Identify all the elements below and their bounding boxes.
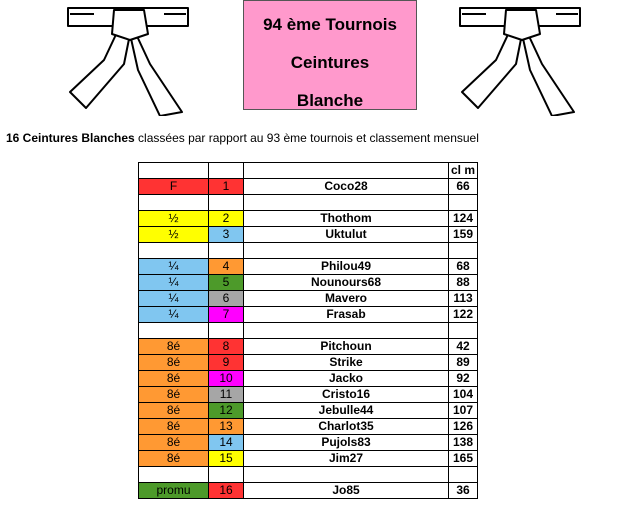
rank-cell: 14 (209, 435, 244, 451)
spacer-cell (209, 467, 244, 483)
rank-cell: 6 (209, 291, 244, 307)
spacer-cell (139, 195, 209, 211)
level-cell: 8é (139, 371, 209, 387)
player-name-cell: Jim27 (244, 451, 449, 467)
rank-cell: 5 (209, 275, 244, 291)
level-cell: 8é (139, 339, 209, 355)
subtitle (6, 131, 479, 145)
spacer-cell (244, 323, 449, 339)
rank-cell: 13 (209, 419, 244, 435)
table-row (139, 403, 478, 419)
player-name-cell: Jacko (244, 371, 449, 387)
rank-cell: 11 (209, 387, 244, 403)
subtitle-bold: 16 Ceintures Blanches (6, 131, 135, 145)
rank-cell: 8 (209, 339, 244, 355)
player-name-cell: Cristo16 (244, 387, 449, 403)
level-cell: ¼ (139, 275, 209, 291)
rank-cell: 4 (209, 259, 244, 275)
rank-cell: 12 (209, 403, 244, 419)
points-cell: 122 (449, 307, 478, 323)
header-row (139, 163, 478, 179)
spacer-cell (449, 323, 478, 339)
points-cell: 89 (449, 355, 478, 371)
spacer-row (139, 243, 478, 259)
spacer-cell (449, 195, 478, 211)
header-empty (244, 163, 449, 179)
title-line-3: Blanche (296, 91, 364, 110)
points-cell: 124 (449, 211, 478, 227)
spacer-cell (244, 467, 449, 483)
table-row (139, 211, 478, 227)
level-cell: ¼ (139, 291, 209, 307)
table-row (139, 371, 478, 387)
spacer-cell (209, 195, 244, 211)
points-cell: 159 (449, 227, 478, 243)
spacer-cell (244, 195, 449, 211)
spacer-row (139, 323, 478, 339)
player-name-cell: Philou49 (244, 259, 449, 275)
level-cell: F (139, 179, 209, 195)
rank-cell: 10 (209, 371, 244, 387)
player-name-cell: Strike (244, 355, 449, 371)
spacer-cell (449, 467, 478, 483)
table-row (139, 339, 478, 355)
level-cell: 8é (139, 355, 209, 371)
level-cell: 8é (139, 387, 209, 403)
points-column-header: cl m (449, 163, 478, 179)
spacer-row (139, 195, 478, 211)
points-cell: 42 (449, 339, 478, 355)
rank-cell: 7 (209, 307, 244, 323)
subtitle-rest: classées par rapport au 93 ème tournois et classement mensuel (134, 131, 479, 145)
rank-cell: 16 (209, 483, 244, 499)
table-row (139, 259, 478, 275)
player-name-cell: Nounours68 (244, 275, 449, 291)
points-cell: 66 (449, 179, 478, 195)
rank-cell: 9 (209, 355, 244, 371)
table-row (139, 275, 478, 291)
spacer-cell (139, 467, 209, 483)
level-cell: ¼ (139, 259, 209, 275)
spacer-cell (139, 323, 209, 339)
player-name-cell: Pitchoun (244, 339, 449, 355)
white-belt-icon (64, 4, 192, 116)
player-name-cell: Charlot35 (244, 419, 449, 435)
player-name-cell: Jo85 (244, 483, 449, 499)
points-cell: 138 (449, 435, 478, 451)
tournament-title-box (243, 0, 417, 110)
player-name-cell: Uktulut (244, 227, 449, 243)
table-row (139, 419, 478, 435)
level-cell: ½ (139, 227, 209, 243)
table-row (139, 451, 478, 467)
white-belt-icon (456, 4, 584, 116)
level-cell: 8é (139, 435, 209, 451)
level-cell: 8é (139, 403, 209, 419)
spacer-cell (209, 323, 244, 339)
level-cell: ½ (139, 211, 209, 227)
points-cell: 165 (449, 451, 478, 467)
spacer-cell (244, 243, 449, 259)
points-cell: 113 (449, 291, 478, 307)
points-cell: 104 (449, 387, 478, 403)
player-name-cell: Coco28 (244, 179, 449, 195)
ranking-table (138, 162, 478, 499)
points-cell: 88 (449, 275, 478, 291)
player-name-cell: Frasab (244, 307, 449, 323)
points-cell: 36 (449, 483, 478, 499)
table-row (139, 355, 478, 371)
table-row (139, 387, 478, 403)
player-name-cell: Pujols83 (244, 435, 449, 451)
title-line-2: Ceintures (290, 53, 370, 72)
points-cell: 92 (449, 371, 478, 387)
spacer-cell (139, 243, 209, 259)
spacer-cell (449, 243, 478, 259)
level-cell: 8é (139, 451, 209, 467)
table-row (139, 483, 478, 499)
points-cell: 107 (449, 403, 478, 419)
player-name-cell: Thothom (244, 211, 449, 227)
spacer-cell (209, 243, 244, 259)
rank-cell: 3 (209, 227, 244, 243)
table-row (139, 435, 478, 451)
player-name-cell: Mavero (244, 291, 449, 307)
player-name-cell: Jebulle44 (244, 403, 449, 419)
table-row (139, 307, 478, 323)
points-cell: 126 (449, 419, 478, 435)
rank-cell: 2 (209, 211, 244, 227)
table-row (139, 227, 478, 243)
rank-cell: 15 (209, 451, 244, 467)
header-empty (209, 163, 244, 179)
title-line-1: 94 ème Tournois (263, 15, 397, 34)
table-row (139, 179, 478, 195)
table-row (139, 291, 478, 307)
level-cell: ¼ (139, 307, 209, 323)
level-cell: 8é (139, 419, 209, 435)
rank-cell: 1 (209, 179, 244, 195)
level-cell: promu (139, 483, 209, 499)
header-empty (139, 163, 209, 179)
spacer-row (139, 467, 478, 483)
points-cell: 68 (449, 259, 478, 275)
